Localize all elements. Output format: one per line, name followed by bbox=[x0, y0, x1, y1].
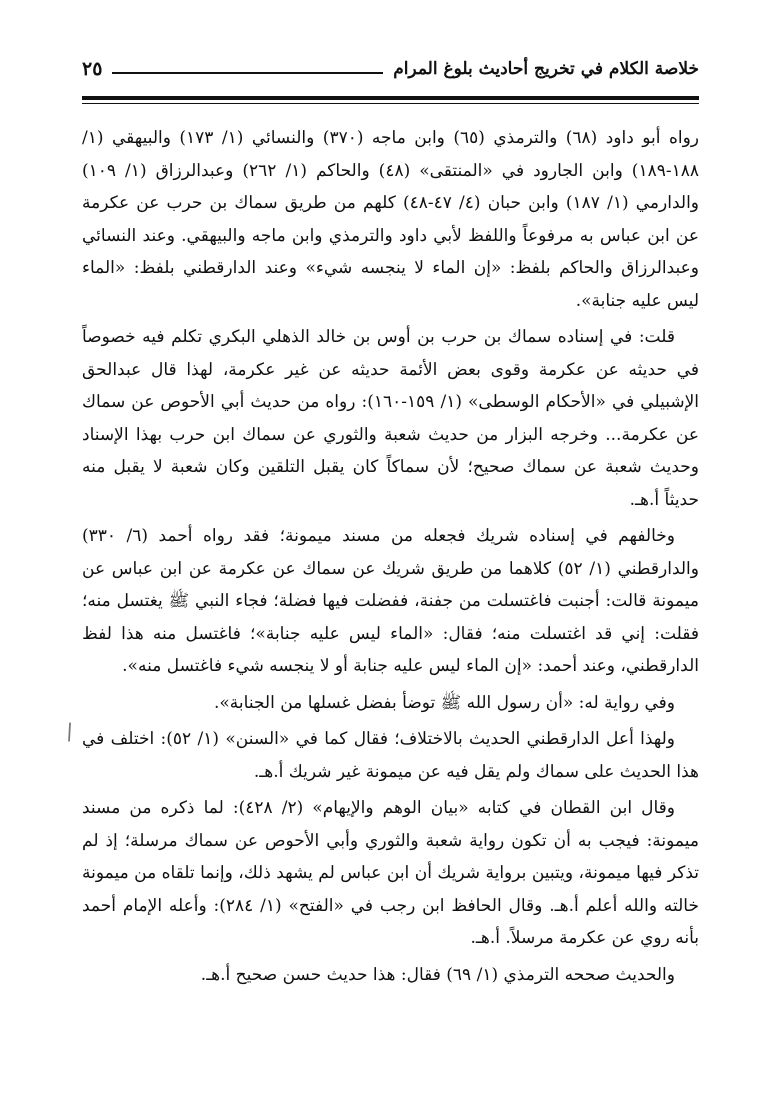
paragraph-simak: قلت: في إسناده سماك بن حرب بن أوس بن خالد الذهلي البكري تكلم فيه خصوصاً في حديثه عن عكرمة وقوى بعض الأئمة حديثه عن غير عكرمة، لهذا قال عبدالحق الإشبيلي في «الأحكام الوسطى» (١/ ١٥٩-١٦٠): رواه من حديث أبي الأحوص عن سماك عن عكرمة... وخرجه البزار من حديث شعبة والثوري عن سماك ابن حرب بهذا الإسناد وحديث شعبة عن سماك صحيح؛ لأن سماكاً كان يقبل التلقين وكان شعبة لا يقبل منه حديثاً أ.هـ. bbox=[82, 327, 700, 510]
paragraph-ahmad-riwaya: وفي رواية له: «أن رسول الله ﷺ توضأ بفضل غسلها من الجنابة». bbox=[214, 692, 675, 713]
book-title: خلاصة الكلام في تخريج أحاديث بلوغ المرام bbox=[393, 59, 699, 79]
header-rule-thin bbox=[82, 103, 699, 104]
running-head bbox=[82, 55, 699, 83]
page-number: ٢٥ bbox=[82, 58, 103, 80]
paragraph-ibn-qattan: وقال ابن القطان في كتابه «بيان الوهم والإيهام» (٢/ ٤٢٨): لما ذكره من مسند ميمونة: فيجب به أن تكون رواية شعبة والثوري وأبي الأحوص عن سماك مرسلة؛ إذ لم تذكر فيها ميمونة، ويتبين برواية شريك أن ابن عباس لم يشهد ذلك، وإنما تلقاه من ميمونة خالته والله أعلم أ.هـ. وقال الحافظ ابن رجب في «الفتح» (١/ ٢٨٤): وأعله الإمام أحمد بأنه روي عن عكرمة مرسلاً. أ.هـ. bbox=[82, 798, 699, 948]
page-body bbox=[82, 122, 699, 995]
header-line bbox=[112, 72, 383, 74]
paragraph-tirmidhi: والحديث صححه الترمذي (١/ ٦٩) فقال: هذا حديث حسن صحيح أ.هـ. bbox=[200, 964, 675, 985]
header-rule-thick bbox=[82, 96, 699, 100]
paragraph-takhrij: رواه أبو داود (٦٨) والترمذي (٦٥) وابن ماجه (٣٧٠) والنسائي (١/ ١٧٣) والبيهقي (١/ ١٨٨-١٨٩) وابن الجارود في «المنتقى» (٤٨) والحاكم (١/ ٢٦٢) وعبدالرزاق (١/ ١٠٩) والدارمي (١/ ١٨٧) وابن حبان (٤/ ٤٧-٤٨) كلهم من طريق سماك بن حرب عن عكرمة عن ابن عباس به مرفوعاً واللفظ لأبي داود والترمذي وابن ماجه والبيهقي. وعند النسائي وعبدالرزاق والحاكم بلفظ: «إن الماء لا ينجسه شيء» وعند الدارقطني بلفظ: «الماء ليس عليه جنابة». bbox=[82, 128, 700, 311]
margin-pencil-mark: / bbox=[63, 719, 77, 746]
paragraph-daraqutni: ولهذا أعل الدارقطني الحديث بالاختلاف؛ فقال كما في «السنن» (١/ ٥٢): اختلف في هذا الحديث على سماك ولم يقل فيه عن ميمونة غير شريك أ.هـ. bbox=[82, 729, 699, 782]
paragraph-sharik: وخالفهم في إسناده شريك فجعله من مسند ميمونة؛ فقد رواه أحمد (٦/ ٣٣٠) والدارقطني (١/ ٥٢) كلاهما من طريق شريك عن سماك عن عكرمة عن ابن عباس عن ميمونة قالت: أجنبت فاغتسلت من جفنة، ففضلت فيها فضلة؛ فجاء النبي ﷺ يغتسل منه؛ فقلت: إني قد اغتسلت منه؛ فقال: «الماء ليس عليه جنابة»؛ فاغتسل منه هذا لفظ الدارقطني، وعند أحمد: «إن الماء ليس عليه جنابة أو لا ينجسه شيء فاغتسل منه». bbox=[82, 526, 699, 676]
